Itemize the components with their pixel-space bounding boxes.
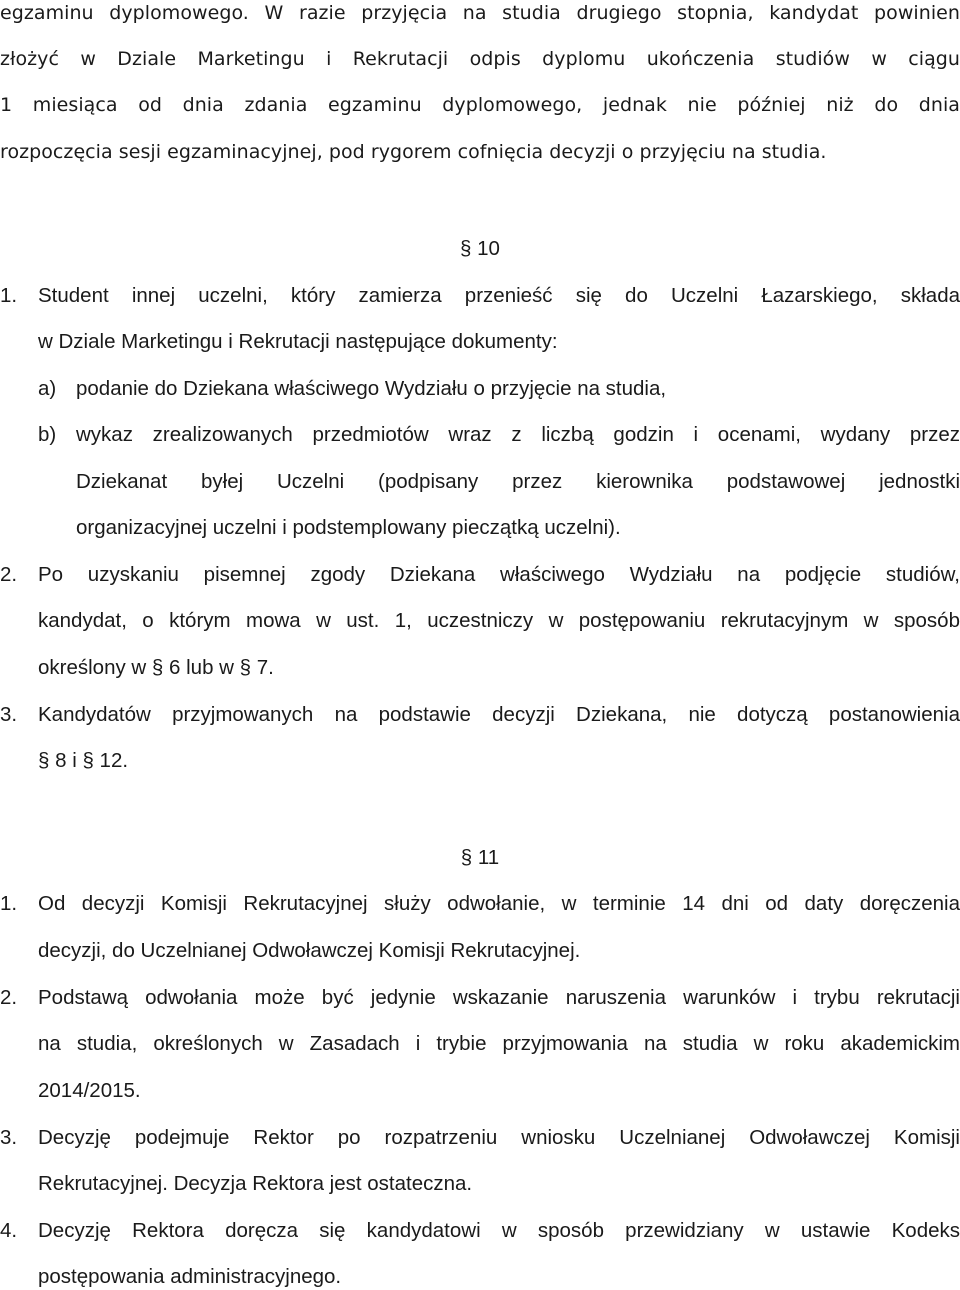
section-10-heading: § 10: [460, 237, 500, 260]
s10-a-label: a): [38, 377, 57, 400]
s10-p3-line-2: § 8 i § 12.: [38, 749, 129, 772]
s11-p2-line-2: na studia, określonych w Zasadach i trybie przyjmowania na studia w roku akademickim: [38, 1032, 960, 1055]
section-11-heading: § 11: [460, 846, 500, 869]
s10-b-line-1: wykaz zrealizowanych przedmiotów wraz z liczbą godzin i ocenami, wydany przez: [76, 423, 960, 446]
s10-p2-number: 2.: [0, 563, 18, 586]
s10-p1-number: 1.: [0, 284, 18, 307]
s11-p2-line-3: 2014/2015.: [38, 1079, 141, 1102]
intro-line-2: złożyć w Dziale Marketingu i Rekrutacji odpis dyplomu ukończenia studiów w ciągu: [0, 48, 960, 70]
intro-line-4: rozpoczęcia sesji egzaminacyjnej, pod rygorem cofnięcia decyzji o przyjęciu na studia.: [0, 141, 827, 163]
s10-b-label: b): [38, 423, 57, 446]
s10-p3-number: 3.: [0, 703, 18, 726]
s11-p1-number: 1.: [0, 892, 18, 915]
s11-p3-line-2: Rekrutacyjnej. Decyzja Rektora jest ostateczna.: [38, 1172, 473, 1195]
s10-p1-line-2: w Dziale Marketingu i Rekrutacji następujące dokumenty:: [38, 330, 558, 353]
s11-p4-line-1: Decyzję Rektora doręcza się kandydatowi w sposób przewidziany w ustawie Kodeks: [38, 1219, 960, 1242]
s10-b-line-2: Dziekanat byłej Uczelni (podpisany przez kierownika podstawowej jednostki: [76, 470, 960, 493]
s10-a-text: podanie do Dziekana właściwego Wydziału o przyjęcie na studia,: [76, 377, 667, 400]
s11-p1-line-1: Od decyzji Komisji Rekrutacyjnej służy odwołanie, w terminie 14 dni od daty doręczenia: [38, 892, 960, 915]
intro-line-1: egzaminu dyplomowego. W razie przyjęcia na studia drugiego stopnia, kandydat powinien: [0, 2, 960, 24]
s11-p2-line-1: Podstawą odwołania może być jedynie wskazanie naruszenia warunków i trybu rekrutacji: [38, 986, 960, 1009]
s11-p1-line-2: decyzji, do Uczelnianej Odwoławczej Komisji Rekrutacyjnej.: [38, 939, 581, 962]
s11-p4-number: 4.: [0, 1219, 18, 1242]
s11-p3-line-1: Decyzję podejmuje Rektor po rozpatrzeniu wniosku Uczelnianej Odwoławczej Komisji: [38, 1126, 960, 1149]
s11-p2-number: 2.: [0, 986, 18, 1009]
s10-p1-line-1: Student innej uczelni, który zamierza przenieść się do Uczelni Łazarskiego, składa: [38, 284, 960, 307]
s10-b-line-3: organizacyjnej uczelni i podstemplowany pieczątką uczelni).: [76, 516, 621, 539]
s10-p2-line-3: określony w § 6 lub w § 7.: [38, 656, 274, 679]
intro-line-3: 1 miesiąca od dnia zdania egzaminu dyplomowego, jednak nie później niż do dnia: [0, 94, 960, 116]
s11-p4-line-2: postępowania administracyjnego.: [38, 1265, 342, 1288]
s11-p3-number: 3.: [0, 1126, 18, 1149]
s10-p2-line-2: kandydat, o którym mowa w ust. 1, uczestniczy w postępowaniu rekrutacyjnym w sposób: [38, 609, 960, 632]
s10-p3-line-1: Kandydatów przyjmowanych na podstawie decyzji Dziekana, nie dotyczą postanowienia: [38, 703, 960, 726]
s10-p2-line-1: Po uzyskaniu pisemnej zgody Dziekana właściwego Wydziału na podjęcie studiów,: [38, 563, 960, 586]
